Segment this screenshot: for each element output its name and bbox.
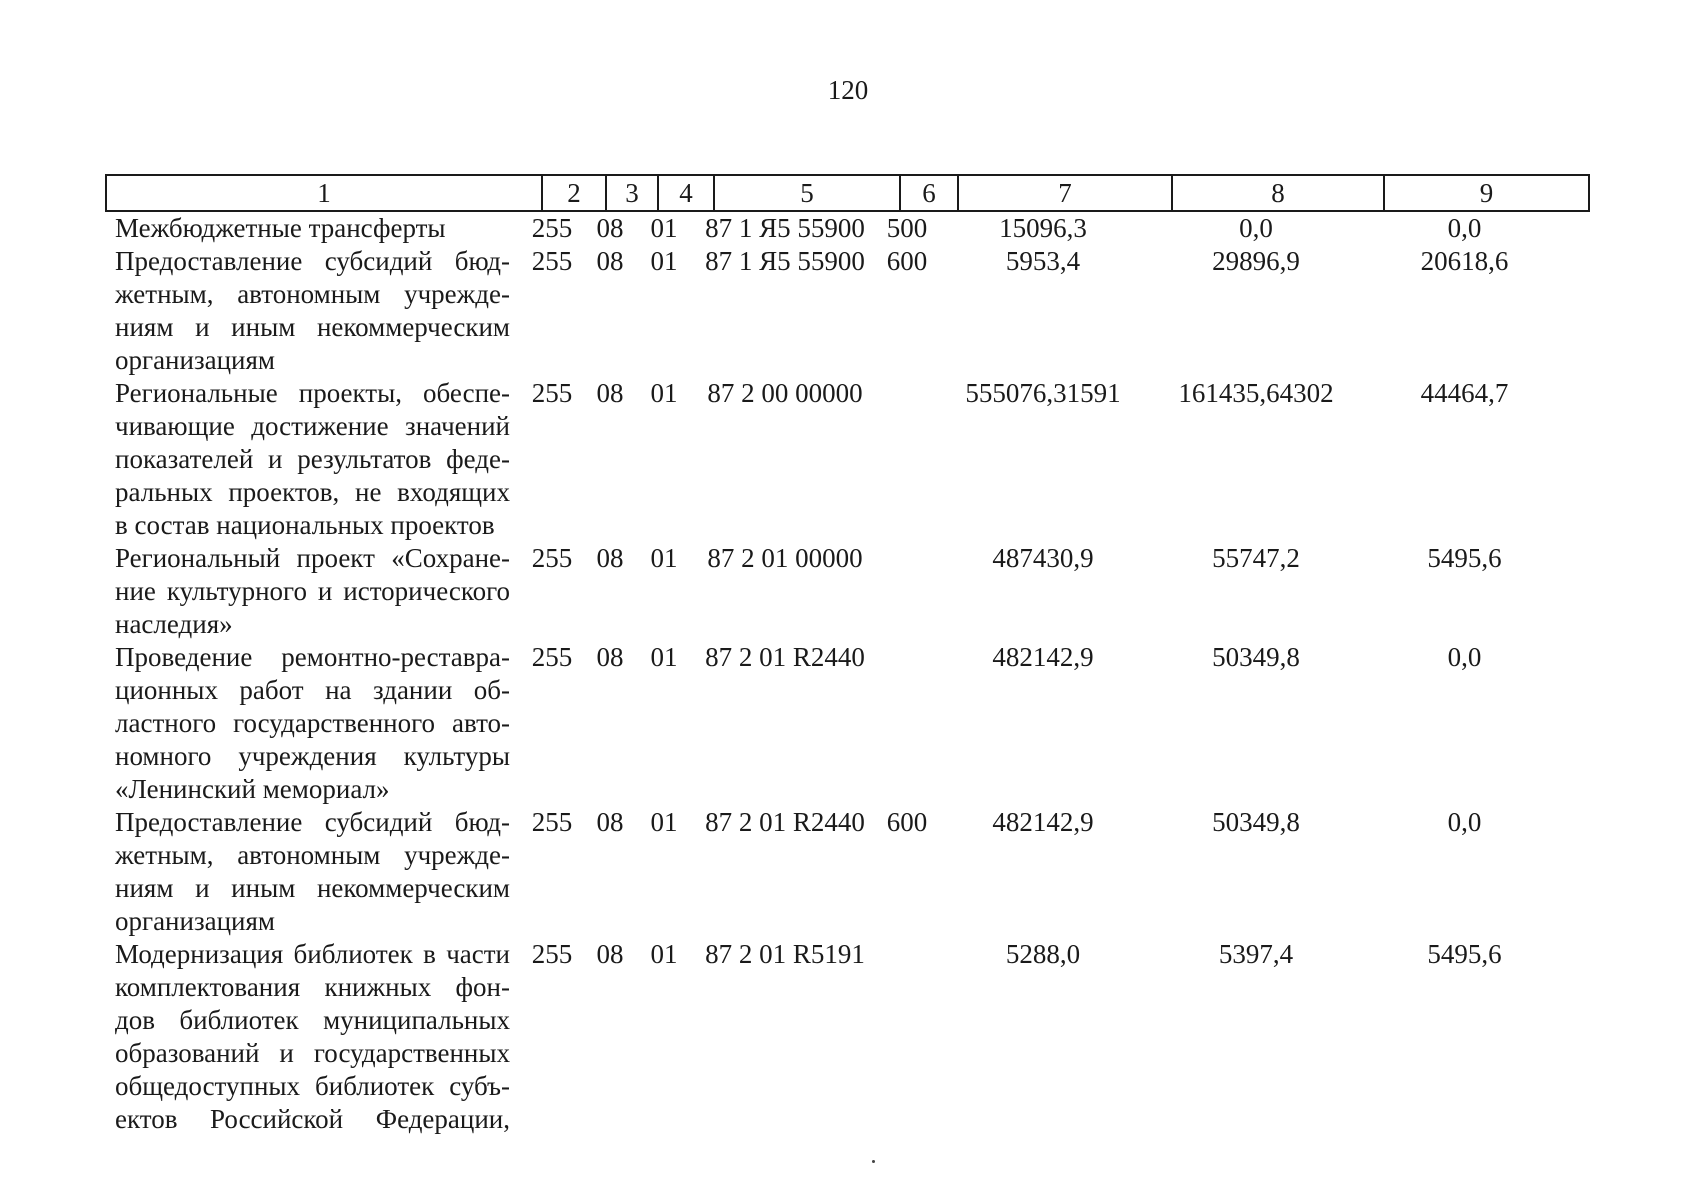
row-name-line: номного учреждения культуры	[115, 741, 510, 771]
cell-col9: 0,0	[1447, 642, 1482, 672]
header-col-3: 3	[606, 175, 658, 211]
cell-col7: 5953,4	[1005, 246, 1081, 276]
row-name-line: ниям и иным некоммерческим	[115, 312, 510, 342]
row-name-line: организациям	[115, 345, 276, 375]
cell-col4: 01	[650, 642, 678, 672]
cell-col4: 01	[650, 543, 678, 573]
budget-table-body	[105, 212, 1567, 1136]
cell-col8: 5397,4	[1218, 939, 1294, 969]
cell-col2: 255	[531, 543, 573, 573]
cell-col4: 01	[650, 939, 678, 969]
cell-col2: 255	[531, 807, 573, 837]
cell-col7: 555076,31591	[965, 378, 1121, 408]
cell-col2: 255	[531, 246, 573, 276]
cell-col3: 08	[596, 939, 624, 969]
row-name-line: общедоступных библиотек субъ-	[115, 1071, 510, 1101]
row-name-line: образований и государственных	[115, 1038, 510, 1068]
row-name-line: ральных проектов, не входящих	[115, 477, 510, 507]
cell-col8: 161435,64302	[1178, 378, 1334, 408]
row-name-line: Проведение ремонтно-реставра-	[115, 642, 510, 672]
table-row	[105, 938, 1567, 1136]
cell-col2: 255	[531, 642, 573, 672]
row-name-line: комплектования книжных фон-	[115, 972, 510, 1002]
cell-col5: 87 2 01 R5191	[705, 939, 865, 969]
cell-col3: 08	[596, 807, 624, 837]
cell-col2: 255	[531, 939, 573, 969]
row-name-line: чивающие достижение значений	[115, 411, 510, 441]
page-number: 120	[827, 75, 869, 105]
row-name	[105, 377, 520, 542]
cell-col5: 87 2 01 R2440	[705, 642, 865, 672]
cell-col2: 255	[531, 213, 573, 243]
cell-col3: 08	[596, 213, 624, 243]
cell-col9: 0,0	[1447, 807, 1482, 837]
cell-col8: 55747,2	[1212, 543, 1300, 573]
table-row	[105, 377, 1567, 542]
cell-col9: 20618,6	[1420, 246, 1509, 276]
cell-col4: 01	[650, 246, 678, 276]
table-row	[105, 806, 1567, 938]
cell-col7: 482142,9	[992, 807, 1094, 837]
row-name-line: Предоставление субсидий бюд-	[115, 807, 510, 837]
row-name-line: «Ленинский мемориал»	[115, 774, 390, 804]
cell-col8: 50349,8	[1212, 642, 1300, 672]
cell-col8: 0,0	[1239, 213, 1273, 243]
row-name-line: ние культурного и исторического	[115, 576, 510, 606]
header-col-7: 7	[958, 175, 1172, 211]
row-name	[105, 542, 520, 641]
table-row	[105, 212, 1567, 245]
cell-col6: 600	[886, 807, 928, 837]
cell-col5: 87 2 01 R2440	[705, 807, 865, 837]
cell-col9: 5495,6	[1427, 939, 1502, 969]
cell-col3: 08	[596, 642, 624, 672]
table-row	[105, 542, 1567, 641]
cell-col7: 487430,9	[992, 543, 1094, 573]
row-name-line: ниям и иным некоммерческим	[115, 873, 510, 903]
cell-col4: 01	[650, 213, 678, 243]
header-col-9: 9	[1384, 175, 1589, 211]
cell-col7: 15096,3	[999, 213, 1087, 243]
header-col-4: 4	[658, 175, 714, 211]
row-name-line: Модернизация библиотек в части	[115, 939, 510, 969]
cell-col7: 482142,9	[992, 642, 1094, 672]
cell-col4: 01	[650, 807, 678, 837]
cell-col8: 29896,9	[1212, 246, 1300, 276]
cell-col5: 87 2 01 00000	[707, 543, 863, 573]
cell-col9: 44464,7	[1420, 378, 1509, 408]
row-name-line: Межбюджетные трансферты	[115, 213, 446, 243]
row-name-line: ектов Российской Федерации,	[115, 1104, 510, 1134]
cell-col3: 08	[596, 378, 624, 408]
row-name-line: наследия»	[115, 609, 233, 639]
row-name-line: дов библиотек муниципальных	[115, 1005, 510, 1035]
cell-col5: 87 1 Я5 55900	[705, 213, 865, 243]
cell-col6: 500	[886, 213, 928, 243]
cell-col5: 87 1 Я5 55900	[705, 246, 865, 276]
cell-col9: 5495,6	[1427, 543, 1502, 573]
row-name-line: Региональные проекты, обеспе-	[115, 378, 510, 408]
row-name-line: Предоставление субсидий бюд-	[115, 246, 510, 276]
header-col-2: 2	[542, 175, 606, 211]
cell-col6: 600	[886, 246, 928, 276]
row-name-line: ластного государственного авто-	[115, 708, 510, 738]
row-name	[105, 938, 520, 1136]
row-name-line: показателей и результатов феде-	[115, 444, 510, 474]
cell-col9: 0,0	[1447, 213, 1482, 243]
table-row	[105, 245, 1567, 377]
cell-col7: 5288,0	[1005, 939, 1081, 969]
cell-col4: 01	[650, 378, 678, 408]
row-name	[105, 245, 520, 377]
row-name-line: в состав национальных проектов	[115, 510, 495, 540]
row-name	[105, 212, 520, 245]
header-col-6: 6	[900, 175, 958, 211]
row-name-line: жетным, автономным учрежде-	[115, 840, 510, 870]
cell-col5: 87 2 00 00000	[707, 378, 863, 408]
row-name-line: жетным, автономным учрежде-	[115, 279, 510, 309]
row-name	[105, 806, 520, 938]
table-row	[105, 641, 1567, 806]
cell-col8: 50349,8	[1212, 807, 1300, 837]
row-name-line: организациям	[115, 906, 276, 936]
cell-col3: 08	[596, 543, 624, 573]
header-col-1: 1	[106, 175, 542, 211]
header-col-8: 8	[1172, 175, 1384, 211]
header-col-5: 5	[714, 175, 900, 211]
row-name-line: Региональный проект «Сохране-	[115, 543, 510, 573]
scan-speck	[872, 1160, 875, 1163]
cell-col3: 08	[596, 246, 624, 276]
row-name	[105, 641, 520, 806]
cell-col2: 255	[531, 378, 573, 408]
column-number-header	[105, 174, 1590, 212]
row-name-line: ционных работ на здании об-	[115, 675, 510, 705]
